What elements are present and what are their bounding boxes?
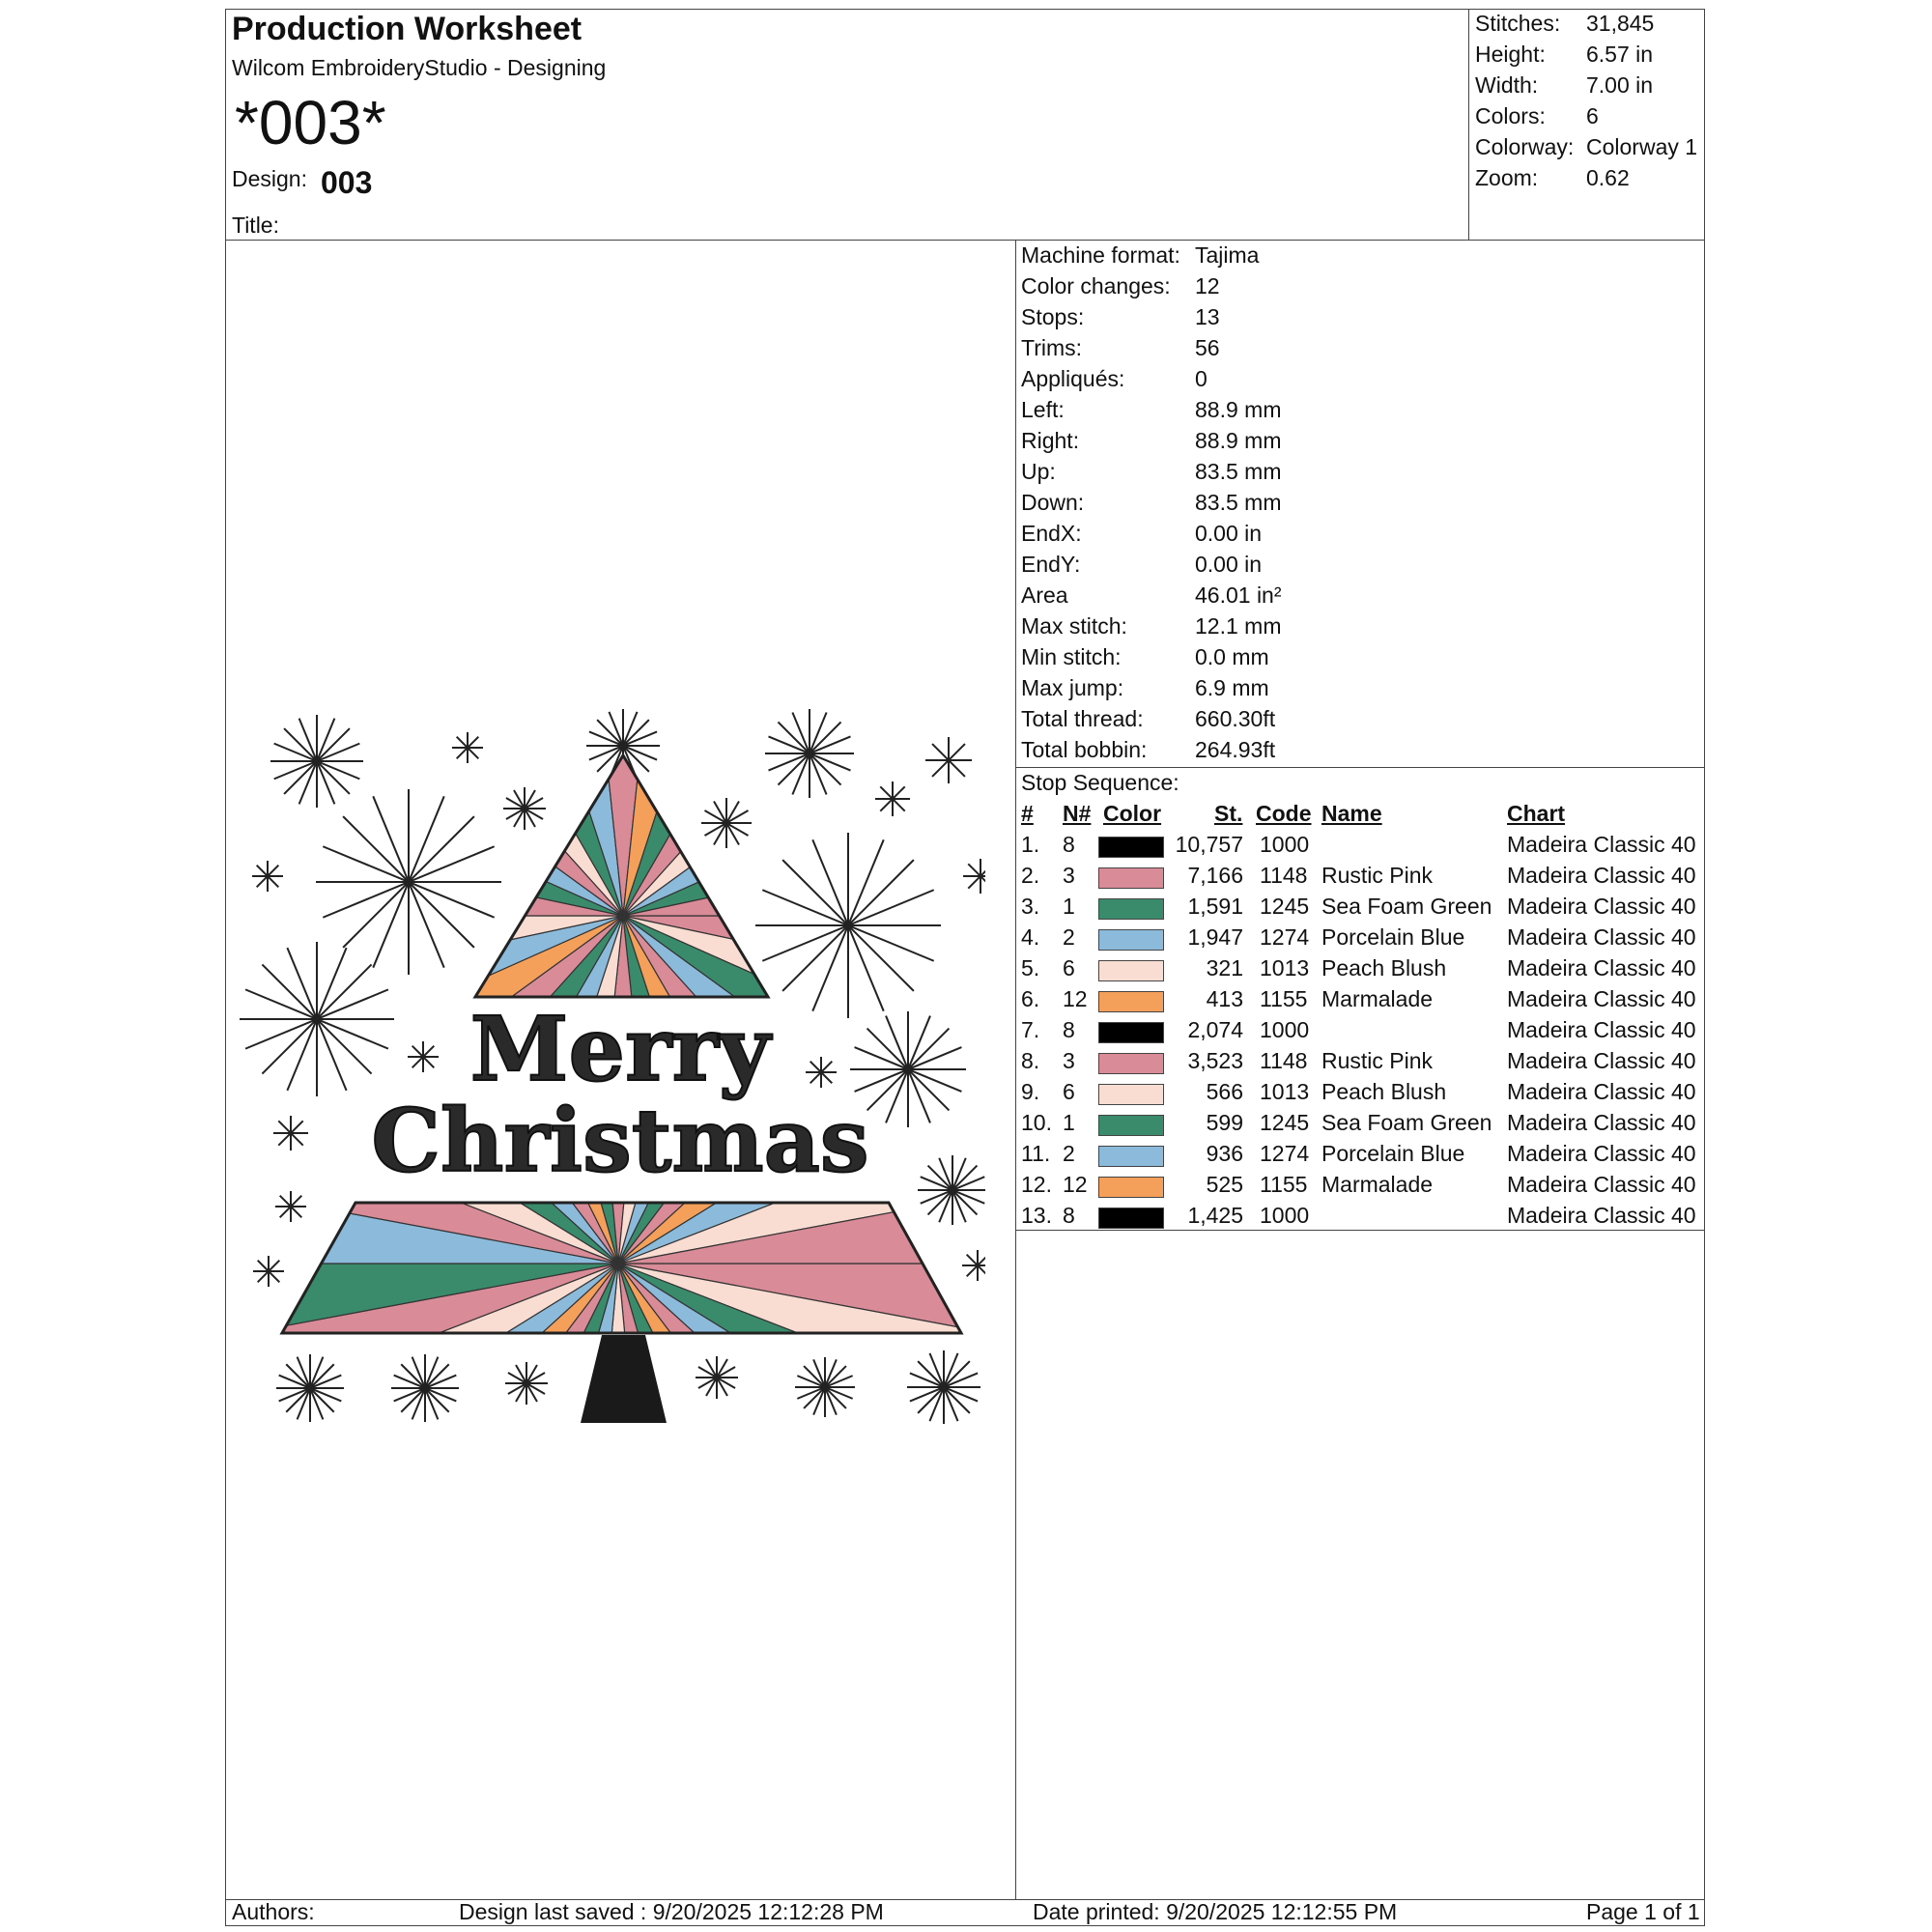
col-color: Color — [1103, 801, 1162, 826]
machine-value: 46.01 in² — [1195, 582, 1282, 608]
needle-number: 3 — [1063, 863, 1075, 888]
stop-number: 11. — [1021, 1141, 1051, 1166]
needle-number: 2 — [1063, 1141, 1075, 1166]
stop-row — [1021, 1110, 1697, 1141]
color-swatch — [1098, 1022, 1164, 1043]
page-number: Page 1 of 1 — [1586, 1899, 1700, 1924]
thread-chart: Madeira Classic 40 — [1507, 1172, 1696, 1197]
col-chart: Chart — [1507, 801, 1566, 826]
authors-label: Authors: — [232, 1899, 315, 1924]
color-swatch — [1098, 898, 1164, 920]
machine-value: 0.00 in — [1195, 521, 1263, 546]
machine-value: 88.9 mm — [1195, 428, 1282, 453]
stitch-count: 7,166 — [1187, 863, 1243, 888]
color-swatch — [1098, 991, 1164, 1012]
thread-code: 1148 — [1260, 863, 1308, 888]
machine-value: 6.9 mm — [1195, 675, 1269, 700]
stop-row — [1021, 1203, 1697, 1234]
machine-label: Area — [1021, 582, 1068, 608]
machine-value: 0 — [1195, 366, 1208, 391]
color-swatch — [1098, 1146, 1164, 1167]
color-swatch — [1098, 929, 1164, 951]
thread-code: 1245 — [1260, 1110, 1310, 1135]
color-swatch — [1098, 1084, 1164, 1105]
needle-number: 12 — [1063, 1172, 1088, 1197]
embroidery-design-preview — [232, 696, 985, 1430]
summary-value: 0.62 — [1586, 165, 1630, 190]
machine-label: Max stitch: — [1021, 613, 1127, 639]
machine-label: Min stitch: — [1021, 644, 1122, 669]
machine-value: Tajima — [1195, 242, 1260, 268]
machine-label: Max jump: — [1021, 675, 1124, 700]
machine-value: 83.5 mm — [1195, 459, 1282, 484]
thread-chart: Madeira Classic 40 — [1507, 1017, 1696, 1042]
thread-code: 1000 — [1260, 832, 1310, 857]
summary-value: 7.00 in — [1586, 72, 1654, 98]
machine-label: Up: — [1021, 459, 1056, 484]
col-name: Name — [1321, 801, 1382, 826]
needle-number: 8 — [1063, 1017, 1075, 1042]
needle-number: 6 — [1063, 955, 1075, 980]
stop-row — [1021, 1141, 1697, 1172]
thread-chart: Madeira Classic 40 — [1507, 832, 1696, 857]
machine-value: 88.9 mm — [1195, 397, 1282, 422]
machine-value: 12.1 mm — [1195, 613, 1282, 639]
thread-name: Rustic Pink — [1321, 1048, 1434, 1073]
color-swatch — [1098, 1115, 1164, 1136]
stitch-count: 10,757 — [1175, 832, 1243, 857]
machine-label: Total bobbin: — [1021, 737, 1148, 762]
thread-chart: Madeira Classic 40 — [1507, 924, 1696, 950]
needle-number: 1 — [1063, 1110, 1075, 1135]
thread-code: 1155 — [1260, 986, 1308, 1011]
thread-code: 1013 — [1260, 955, 1310, 980]
thread-name: Peach Blush — [1321, 955, 1447, 980]
stop-number: 12. — [1021, 1172, 1052, 1197]
thread-chart: Madeira Classic 40 — [1507, 863, 1696, 888]
thread-name: Peach Blush — [1321, 1079, 1447, 1104]
thread-code: 1245 — [1260, 894, 1310, 919]
stop-number: 10. — [1021, 1110, 1052, 1135]
summary-label: Height: — [1475, 42, 1546, 67]
machine-divider — [1015, 767, 1705, 768]
stop-row — [1021, 894, 1697, 924]
color-swatch — [1098, 1208, 1164, 1229]
thread-name: Rustic Pink — [1321, 863, 1434, 888]
stitch-count: 566 — [1206, 1079, 1243, 1104]
stop-number: 6. — [1021, 986, 1040, 1011]
summary-label: Colorway: — [1475, 134, 1575, 159]
summary-value: Colorway 1 — [1586, 134, 1698, 159]
stop-row — [1021, 863, 1697, 894]
machine-label: Down: — [1021, 490, 1085, 515]
merry-text: Merry — [469, 997, 771, 1101]
col-stitches: St. — [1214, 801, 1243, 826]
stop-row — [1021, 955, 1697, 986]
stop-row — [1021, 1172, 1697, 1203]
machine-label: Trims: — [1021, 335, 1083, 360]
machine-value: 56 — [1195, 335, 1220, 360]
stop-number: 5. — [1021, 955, 1040, 980]
stitch-count: 3,523 — [1187, 1048, 1243, 1073]
machine-value: 12 — [1195, 273, 1220, 298]
machine-label: Total thread: — [1021, 706, 1144, 731]
thread-code: 1000 — [1260, 1203, 1310, 1228]
thread-code: 1000 — [1260, 1017, 1310, 1042]
stop-row — [1021, 1048, 1697, 1079]
color-swatch — [1098, 867, 1164, 889]
needle-number: 8 — [1063, 832, 1075, 857]
machine-label: Right: — [1021, 428, 1080, 453]
color-swatch — [1098, 1053, 1164, 1074]
stitch-count: 2,074 — [1187, 1017, 1243, 1042]
stitch-count: 525 — [1206, 1172, 1243, 1197]
machine-label: Machine format: — [1021, 242, 1180, 268]
thread-name: Sea Foam Green — [1321, 894, 1492, 919]
stop-number: 4. — [1021, 924, 1040, 950]
stitch-count: 1,425 — [1187, 1203, 1243, 1228]
software-subtitle: Wilcom EmbroideryStudio - Designing — [232, 55, 607, 80]
christmas-text: Christmas — [371, 1090, 869, 1192]
stitch-count: 321 — [1206, 955, 1243, 980]
stitch-count: 936 — [1206, 1141, 1243, 1166]
machine-value: 0.00 in — [1195, 552, 1263, 577]
thread-name: Marmalade — [1321, 986, 1434, 1011]
machine-value: 0.0 mm — [1195, 644, 1269, 669]
stitch-count: 1,947 — [1187, 924, 1243, 950]
summary-value: 31,845 — [1586, 11, 1655, 36]
column-divider — [1015, 240, 1016, 1899]
stop-number: 7. — [1021, 1017, 1040, 1042]
machine-label: Appliqués: — [1021, 366, 1125, 391]
thread-name: Sea Foam Green — [1321, 1110, 1492, 1135]
stitch-count: 599 — [1206, 1110, 1243, 1135]
col-number: # — [1021, 801, 1034, 826]
needle-number: 1 — [1063, 894, 1075, 919]
machine-value: 264.93ft — [1195, 737, 1276, 762]
stop-number: 2. — [1021, 863, 1040, 888]
machine-label: EndX: — [1021, 521, 1082, 546]
stop-number: 3. — [1021, 894, 1040, 919]
thread-chart: Madeira Classic 40 — [1507, 1048, 1696, 1073]
machine-label: EndY: — [1021, 552, 1081, 577]
stop-number: 1. — [1021, 832, 1040, 857]
stop-row — [1021, 1079, 1697, 1110]
thread-name: Marmalade — [1321, 1172, 1434, 1197]
machine-value: 83.5 mm — [1195, 490, 1282, 515]
summary-label: Width: — [1475, 72, 1539, 98]
stitch-count: 413 — [1206, 986, 1243, 1011]
stop-row — [1021, 924, 1697, 955]
stop-table-header — [1021, 801, 1697, 832]
summary-divider — [1468, 9, 1469, 241]
thread-chart: Madeira Classic 40 — [1507, 1203, 1696, 1228]
col-code: Code — [1256, 801, 1312, 826]
summary-label: Zoom: — [1475, 165, 1539, 190]
needle-number: 8 — [1063, 1203, 1075, 1228]
thread-code: 1274 — [1260, 924, 1310, 950]
machine-value: 660.30ft — [1195, 706, 1276, 731]
thread-code: 1013 — [1260, 1079, 1310, 1104]
machine-label: Color changes: — [1021, 273, 1171, 298]
thread-chart: Madeira Classic 40 — [1507, 1079, 1696, 1104]
design-barcode-text: *003* — [235, 88, 386, 157]
summary-value: 6.57 in — [1586, 42, 1654, 67]
last-saved: Design last saved : 9/20/2025 12:12:28 PM — [459, 1899, 884, 1924]
thread-chart: Madeira Classic 40 — [1507, 1110, 1696, 1135]
col-needle: N# — [1063, 801, 1092, 826]
summary-value: 6 — [1586, 103, 1599, 128]
footer-divider — [225, 1899, 1705, 1900]
thread-name: Porcelain Blue — [1321, 1141, 1465, 1166]
thread-code: 1274 — [1260, 1141, 1310, 1166]
page-title: Production Worksheet — [232, 11, 582, 47]
needle-number: 2 — [1063, 924, 1075, 950]
color-swatch — [1098, 837, 1164, 858]
date-printed: Date printed: 9/20/2025 12:12:55 PM — [1033, 1899, 1398, 1924]
thread-code: 1155 — [1260, 1172, 1308, 1197]
header-divider — [225, 240, 1705, 241]
summary-label: Stitches: — [1475, 11, 1561, 36]
stop-row — [1021, 832, 1697, 863]
stop-number: 8. — [1021, 1048, 1040, 1073]
thread-name: Porcelain Blue — [1321, 924, 1465, 950]
summary-label: Colors: — [1475, 103, 1546, 128]
tree-trunk — [581, 1335, 667, 1423]
design-label: Design: — [232, 166, 307, 191]
stop-row — [1021, 986, 1697, 1017]
needle-number: 6 — [1063, 1079, 1075, 1104]
thread-chart: Madeira Classic 40 — [1507, 894, 1696, 919]
thread-chart: Madeira Classic 40 — [1507, 986, 1696, 1011]
stop-number: 13. — [1021, 1203, 1052, 1228]
color-swatch — [1098, 1177, 1164, 1198]
stop-row — [1021, 1017, 1697, 1048]
stop-sequence-heading: Stop Sequence: — [1021, 770, 1179, 795]
thread-chart: Madeira Classic 40 — [1507, 1141, 1696, 1166]
thread-chart: Madeira Classic 40 — [1507, 955, 1696, 980]
machine-label: Stops: — [1021, 304, 1085, 329]
stop-number: 9. — [1021, 1079, 1040, 1104]
color-swatch — [1098, 960, 1164, 981]
needle-number: 12 — [1063, 986, 1088, 1011]
design-value: 003 — [321, 165, 373, 200]
machine-value: 13 — [1195, 304, 1220, 329]
needle-number: 3 — [1063, 1048, 1075, 1073]
title-label: Title: — [232, 213, 279, 238]
thread-code: 1148 — [1260, 1048, 1308, 1073]
machine-label: Left: — [1021, 397, 1065, 422]
stitch-count: 1,591 — [1187, 894, 1243, 919]
